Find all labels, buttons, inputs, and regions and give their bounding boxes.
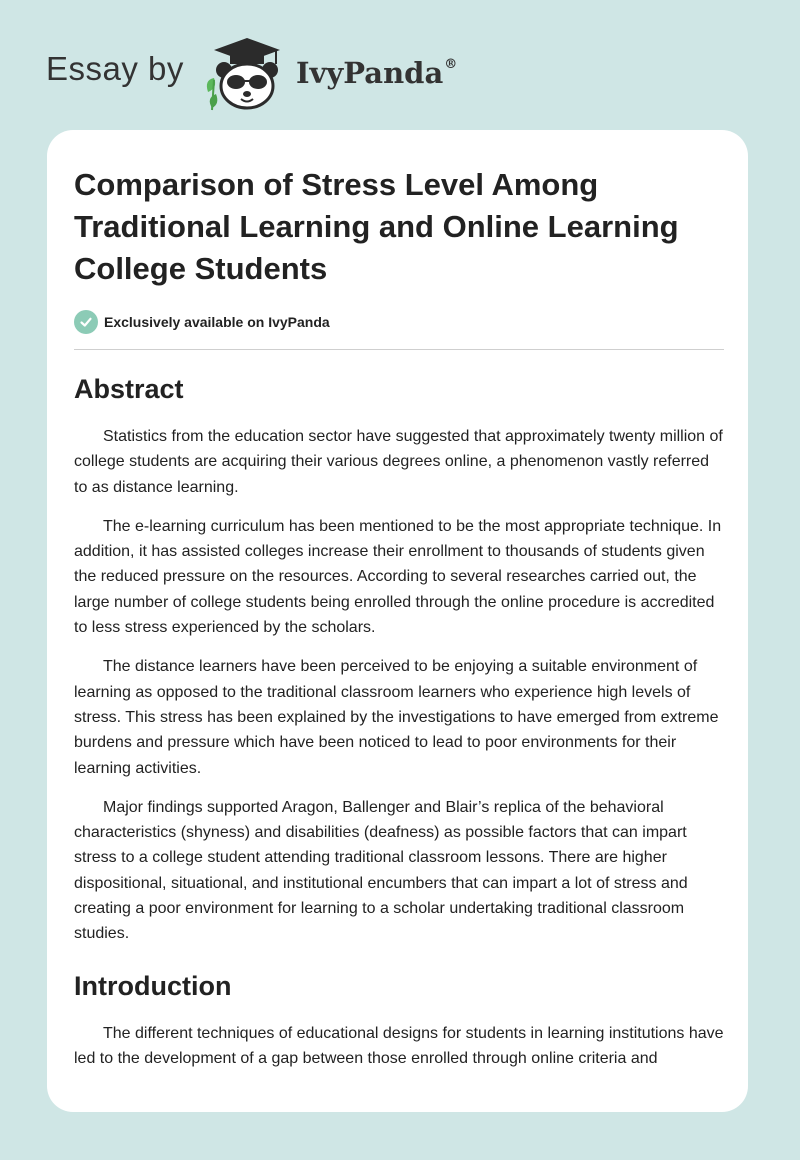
brand-name[interactable] — [296, 56, 457, 90]
paragraph: The different techniques of educational designs for students in learning institutions have led to the development of a gap between those enrolled through online criteria and — [74, 1024, 724, 1067]
panda-graduate-icon[interactable] — [202, 34, 292, 112]
exclusive-badge — [74, 310, 724, 334]
section-heading-abstract: Abstract — [74, 374, 184, 404]
essay-by-label: Essay by — [46, 50, 184, 87]
paragraph: The distance learners have been perceived to be enjoying a suitable environment of learning as opposed to the traditional classroom learners who experience high levels of stress. This stress has been explained by the investigations to have emerged from extreme burdens and pressure which have been noticed to lead to poor environments for their learning activities. — [74, 658, 719, 777]
paragraph: The e-learning curriculum has been mentioned to be the most appropriate technique. In addition, it has assisted colleges increase their enrollment to thousands of students given the reduced pressure on the resources. According to several researches carried out, the large number of college students being enrolled through the online procedure is accredited to less stress experienced by the scholars. — [74, 517, 722, 637]
site-header — [46, 34, 546, 114]
brand-text: IvyPanda — [296, 56, 444, 90]
paragraph: Major findings supported Aragon, Ballenger and Blair’s replica of the behavioral characteristics (shyness) and disabilities (deafness) as possible factors that can impart stress to a college student attending traditional classroom lessons. There are higher dispositional, situational, and institutional encumbers that can impart a lot of stress and creating a poor environment for learning to a scholar undertaking traditional classroom studies. — [74, 798, 688, 943]
badge-label: Exclusively available on IvyPanda — [104, 314, 330, 330]
essay-content — [74, 164, 724, 1085]
section-heading-introduction: Introduction — [74, 970, 232, 1001]
essay-title: Comparison of Stress Level Among Traditional Learning and Online Learning College Students — [74, 167, 679, 286]
paragraph: Statistics from the education sector have suggested that approximately twenty million of college students are acquiring their various degrees online, a phenomenon vastly referred to as distance learning. — [74, 428, 723, 496]
divider — [74, 349, 724, 350]
check-icon — [74, 310, 98, 334]
essay-card — [47, 130, 748, 1112]
registered-mark: ® — [444, 57, 458, 73]
